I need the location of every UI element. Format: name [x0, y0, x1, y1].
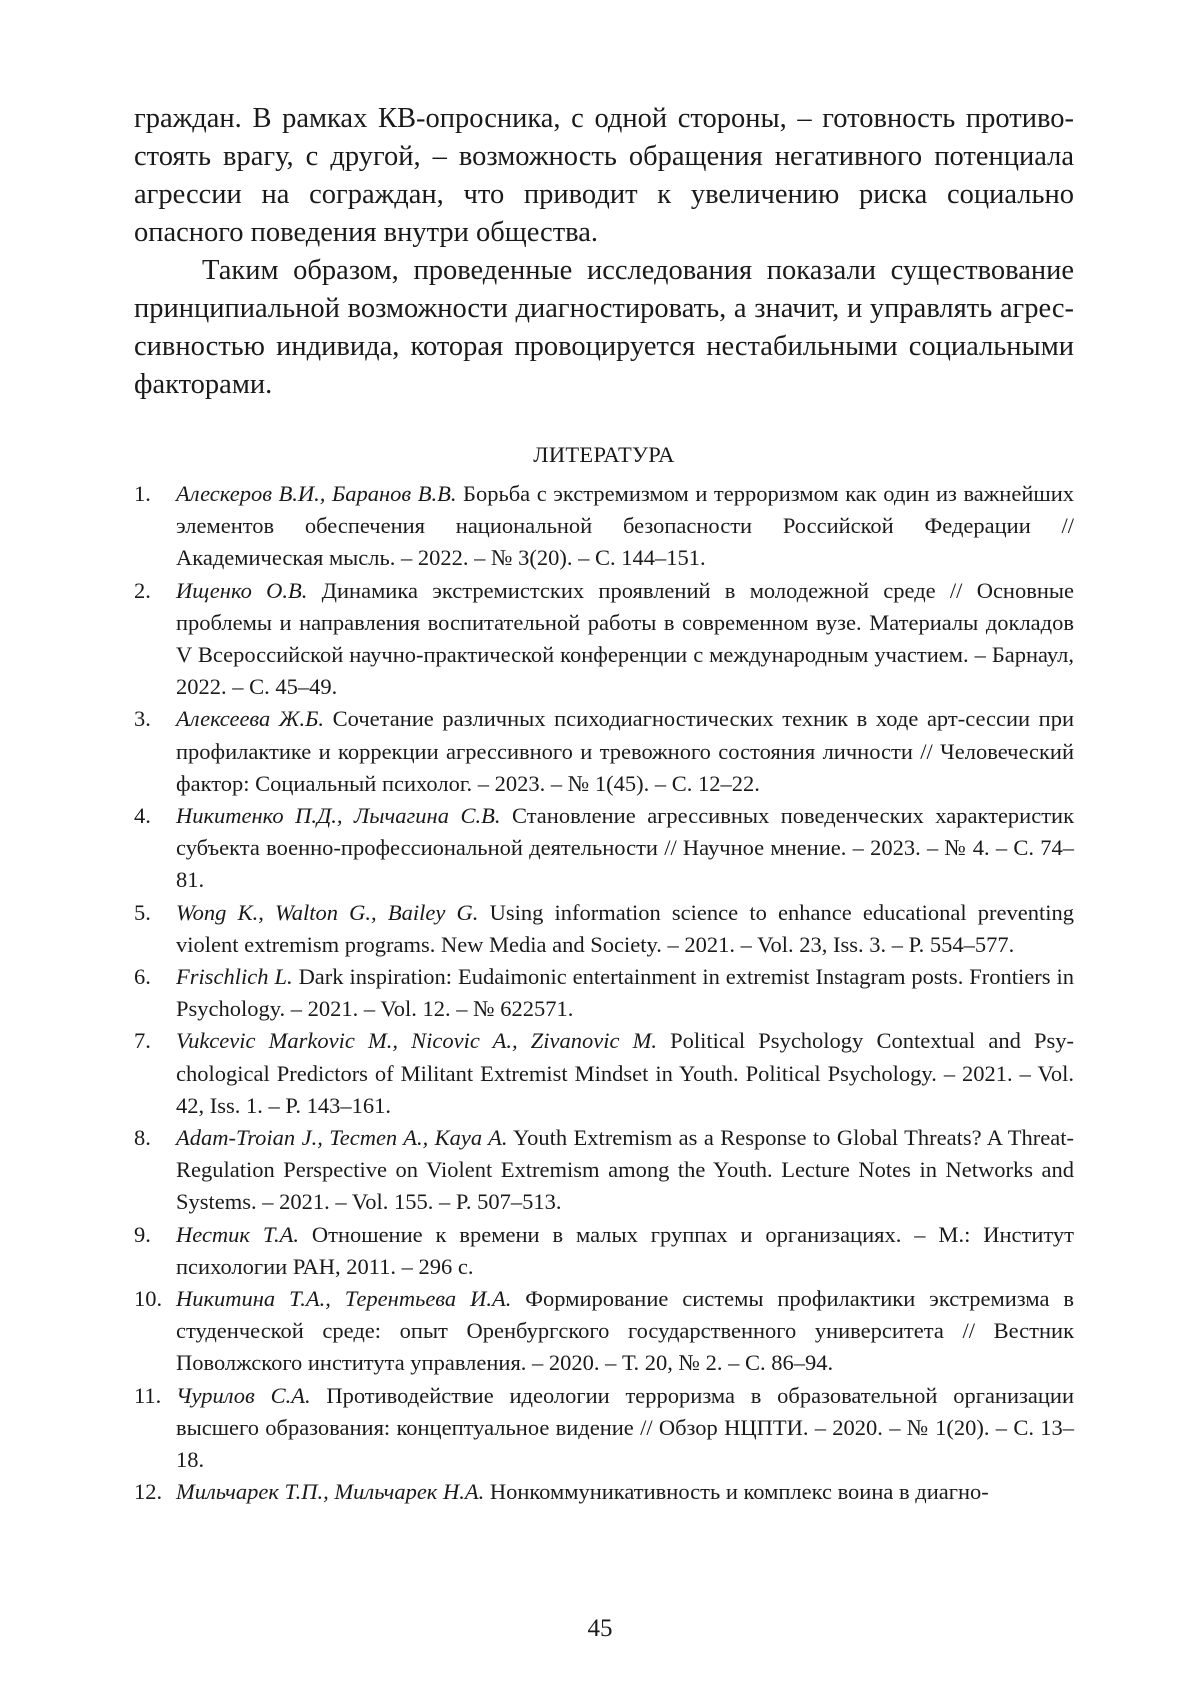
- reference-text: Формирование системы профилактики экстремизма в студенческой среде: опыт Оренбургского государственного университета // Вестник Поволжского института управления. – 2020. – Т. 20, № 2. – С. 86–94.: [176, 1286, 1074, 1376]
- reference-text: Борьба с экстремизмом и терроризмом как один из важнейших элементов обеспечения национальной безопасности Российской Федерации // Академическая мысль. – 2022. – № 3(20). – С. 144–151.: [176, 481, 1074, 571]
- reference-text: Динамика экстремистских проявлений в молодежной среде // Основные проблемы и направления воспитательной работы в современном вузе. Материалы докладов V Всероссийской научно-практической конференции с международным участием. – Барнаул, 2022. – С. 45–49.: [176, 577, 1074, 700]
- reference-authors: Нестик Т.А.: [176, 1221, 299, 1247]
- reference-authors: Vukcevic Markovic M., Nicovic A., Zivanovic M.: [176, 1028, 657, 1054]
- reference-text: Сочетание различных психодиагностических техник в ходе арт-сессии при профилактике и коррекции агрессивного и тревожного состояния личности // Человеческий фактор: Социальный психолог. – 2023. – № 1(45). – С. 12–22.: [176, 706, 1075, 796]
- reference-item: [134, 478, 1074, 575]
- reference-item: [134, 1283, 1074, 1380]
- reference-number: 2.: [134, 577, 151, 603]
- reference-number: 11.: [134, 1382, 162, 1408]
- reference-number: 3.: [134, 706, 151, 732]
- reference-number: 9.: [134, 1221, 151, 1247]
- reference-text: Youth Extremism as a Response to Global Threats? A Threat-Regulation Perspective on Violent Extremism among the Youth. Lecture Notes in Networks and Systems. – 2021. – Vol. 155. – P. 507–513.: [176, 1125, 1074, 1215]
- reference-number: 5.: [134, 899, 151, 925]
- reference-text: Dark inspiration: Eudaimonic entertainment in extremist Instagram posts. Frontiers in Psychology. – 2021. – Vol. 12. – № 622571.: [176, 964, 1074, 1022]
- body-paragraph-2: Таким образом, проведенные исследования показали существование принципиальной возможности диагностировать, а значит, и управлять агрессивностью индивида, которая провоцируется нестабильными социальными факторами.: [134, 255, 1074, 400]
- reference-number: 10.: [134, 1286, 163, 1312]
- reference-item: [134, 1476, 1074, 1508]
- reference-authors: Adam-Troian J., Tecmen A., Kaya A.: [176, 1125, 508, 1151]
- reference-number: 6.: [134, 964, 151, 990]
- reference-item: [134, 703, 1074, 800]
- reference-authors: Никитина Т.А., Терентьева И.А.: [176, 1286, 512, 1312]
- reference-item: [134, 1219, 1074, 1283]
- reference-authors: Никитенко П.Д., Лычагина С.В.: [176, 803, 501, 829]
- body-paragraph-1: граждан. В рамках КВ-опросника, с одной стороны, – готовность противостоять врагу, с другой, – возможность обращения негативного потенциала агрессии на сограждан, что приводит к увеличению риска социально опасного поведения внутри общества.: [134, 103, 1074, 248]
- reference-text: Using information science to enhance educational preventing violent extremism programs. New Media and Society. – 2021. – Vol. 23, Iss. 3. – P. 554–577.: [176, 899, 1074, 957]
- page-content: [134, 100, 1074, 1509]
- reference-authors: Алексеева Ж.Б.: [176, 706, 325, 732]
- reference-number: 8.: [134, 1125, 151, 1151]
- reference-authors: Wong K., Walton G., Bailey G.: [176, 899, 479, 925]
- reference-item: [134, 575, 1074, 704]
- reference-item: [134, 800, 1074, 897]
- reference-number: 7.: [134, 1028, 151, 1054]
- reference-list: [134, 478, 1074, 1509]
- reference-number: 1.: [134, 481, 151, 506]
- reference-text: Political Psychology Contextual and Psychological Predictors of Militant Extremist Mindset in Youth. Political Psychology. – 2021. – Vol. 42, Iss. 1. – P. 143–161.: [176, 1028, 1074, 1118]
- reference-item: [134, 1025, 1074, 1122]
- reference-authors: Чурилов С.А.: [176, 1382, 311, 1408]
- reference-number: 4.: [134, 803, 151, 829]
- reference-item: [134, 1122, 1074, 1219]
- reference-authors: Алескеров В.И., Баранов В.В.: [176, 481, 457, 506]
- reference-item: [134, 897, 1074, 961]
- reference-authors: Frischlich L.: [176, 964, 293, 990]
- literature-heading: ЛИТЕРАТУРА: [533, 442, 675, 467]
- reference-text: Становление агрессивных поведенческих характеристик субъекта военно-профессиональной деятельности // Научное мнение. – 2023. – № 4. – С. 74–81.: [176, 803, 1075, 893]
- reference-authors: Ищенко О.В.: [176, 577, 308, 603]
- reference-text: Нонкоммуникативность и комплекс воина в диагно-: [489, 1479, 989, 1505]
- reference-authors: Мильчарек Т.П., Мильчарек Н.А.: [176, 1479, 485, 1505]
- reference-number: 12.: [134, 1479, 163, 1505]
- reference-item: [134, 1380, 1074, 1477]
- reference-text: Противодействие идеологии терроризма в образовательной организации высшего образования: концептуальное видение // Обзор НЦПТИ. – 2020. – № 1(20). – С. 13–18.: [176, 1382, 1075, 1473]
- page-number: 45: [587, 1615, 613, 1642]
- reference-item: [134, 961, 1074, 1025]
- reference-text: Отношение к времени в малых группах и организациях. – М.: Институт психологии РАН, 2011. – 296 с.: [176, 1221, 1074, 1279]
